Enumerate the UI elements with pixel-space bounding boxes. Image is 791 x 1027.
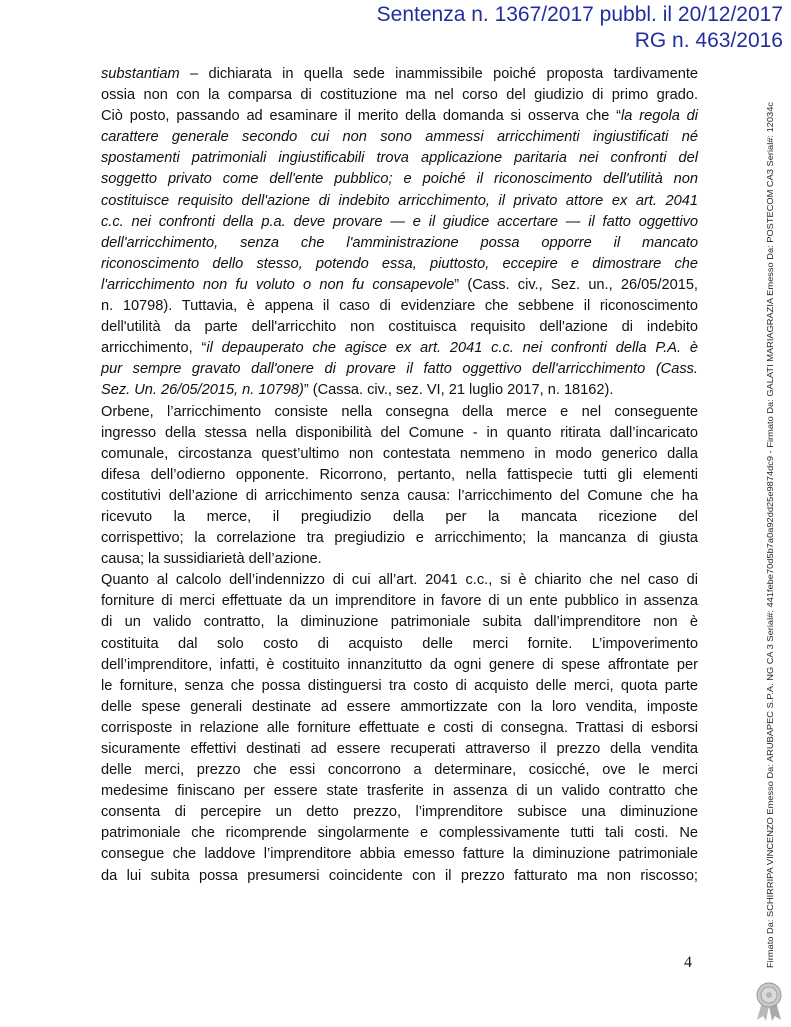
text-segment: costitutivi dell’azione di arricchimento senza causa: l’arricchimento del Comune che ha [101, 487, 698, 504]
text-line [101, 191, 698, 212]
text-segment: corrispettivo; la correlazione tra pregiudizio e arricchimento; la mancanza di giusta [101, 530, 698, 547]
text-segment: dell’imprenditore, infatti, è costituito innanzitutto da ogni genere di spese affrontate per [101, 656, 698, 673]
text-line [101, 676, 698, 697]
text-line [101, 718, 698, 739]
text-line [101, 127, 698, 148]
italic-quote-segment: spostamenti patrimoniali ingiustificabili trova applicazione paritaria nei confronti del [101, 150, 698, 167]
text-segment: – dichiarata in quella sede inammissibile poiché proposta tardivamente [179, 66, 698, 82]
text-line [101, 823, 698, 844]
text-segment: ” (Cass. civ., Sez. un., 26/05/2015, [454, 276, 698, 293]
text-segment: consegue che laddove l’imprenditore abbia emesso fatture la diminuzione patrimoniale [101, 846, 698, 863]
text-segment: arricchimento, “ [101, 340, 207, 357]
text-line [101, 465, 698, 486]
text-segment: ricevuto la merce, il pregiudizio della per la mancata ricezione del [101, 508, 698, 525]
italic-quote-segment: pur sempre gravato dall'onere di provare il fatto oggettivo dell'arricchimento (Cass. [101, 361, 698, 378]
text-segment: Orbene, l’arricchimento consiste nella consegna della merce e nel conseguente [101, 403, 698, 420]
text-segment: delle spese generali destinate ad essere ammortizzate con la loro vendita, imposte [101, 698, 698, 715]
text-segment: le forniture, senza che possa distinguersi tra costo di acquisto delle merci, quota parte [101, 677, 698, 694]
text-segment: comunale, circostanza quest’ultimo non contestata nemmeno in modo generico dalla [101, 445, 698, 462]
italic-quote-segment: c.c. nei confronti della p.a. deve provare — e il giudice accertare — il fatto oggettivo [101, 213, 698, 230]
text-line [101, 275, 698, 296]
text-line [101, 591, 698, 612]
text-line [101, 148, 698, 169]
italic-quote-segment: dell'arricchimento, senza che l'amministrazione possa opporre il mancato [101, 234, 698, 251]
text-line [101, 528, 698, 549]
italic-quote-segment: soggetto privato come dell'ente pubblico; e poiché il riconoscimento dell'utilità non [101, 171, 698, 188]
italic-quote-segment: il depauperato che agisce ex art. 2041 c.c. nei confronti della P.A. è [206, 340, 699, 357]
text-line [101, 760, 698, 781]
text-segment: Quanto al calcolo dell’indennizzo di cui all’art. 2041 c.c., si è chiarito che nel caso di [101, 572, 698, 589]
text-segment: consenta di percepire un detto prezzo, l’imprenditore subisce una diminuzione [101, 804, 698, 821]
digital-signature-text [760, 100, 778, 970]
text-line [101, 444, 698, 465]
text-segment: da lui subita possa presumersi coincidente con il prezzo fatturato ma non riscosso; [101, 867, 698, 884]
text-line [101, 866, 698, 887]
text-line [101, 380, 698, 401]
document-body [101, 64, 698, 887]
text-line [101, 317, 698, 338]
text-segment: difesa dell’odierno opponente. Ricorrono, pertanto, nella fattispecie tutti gli elementi [101, 466, 698, 483]
text-line [101, 634, 698, 655]
text-line [101, 549, 698, 570]
text-line [101, 212, 698, 233]
text-segment: causa; la sussidiarietà dell’azione. [101, 551, 322, 568]
signature-line: Firmato Da: SCHIRRIPA VINCENZO Emesso Da: ARUBAPEC S.P.A. NG CA 3 Serial#: 441febe70d5b7a0a92dd25e9874dc9 - Firmato Da: GALATI MARIAGRAZIA Emesso Da: POSTECOM CA3 Serial#: 12034c [765, 165, 775, 968]
text-line [101, 802, 698, 823]
text-segment: Ciò posto, passando ad esaminare il merito della domanda si osserva che “ [101, 108, 622, 125]
text-line [101, 697, 698, 718]
text-segment: ossia non con la comparsa di costituzione ma nel corso del giudizio di primo grado. [101, 87, 698, 104]
italic-quote-segment: riconoscimento dello stesso, potendo essa, piuttosto, eccepire e dimostrare che [101, 255, 698, 272]
text-segment: n. 10798). Tuttavia, è appena il caso di evidenziare che sebbene il riconoscimento [101, 298, 698, 315]
text-line [101, 169, 698, 190]
text-segment: forniture di merci effettuate da un imprenditore in favore di un ente pubblico in assenza [101, 593, 698, 610]
text-segment: dell'utilità da parte dell'arricchito non costituisca requisito dell'azione di indebito [101, 319, 698, 336]
italic-quote-segment: costituisce requisito dell'azione di indebito arricchimento, il privato attore ex art. 2041 [101, 192, 698, 209]
text-segment: patrimoniale che ricomprende singolarmente e complessivamente tutti tali costi. Ne [101, 825, 698, 842]
text-line [101, 844, 698, 865]
text-line [101, 781, 698, 802]
text-segment: ingresso della stessa nella disponibilità del Comune - in quanto ritirata dall’incaricato [101, 424, 698, 441]
text-line [101, 359, 698, 380]
text-line [101, 655, 698, 676]
text-line [101, 612, 698, 633]
page-number: 4 [684, 954, 692, 971]
text-segment: ” (Cassa. civ., sez. VI, 21 luglio 2017, n. 18162). [303, 382, 614, 399]
italic-quote-segment: carattere generale secondo cui non sono ammessi arricchimenti ingiustificati né [101, 129, 698, 146]
text-line [101, 254, 698, 275]
text-segment: corrisposte in relazione alle forniture effettuate e costi di consegna. Trattasi di esborsi [101, 719, 698, 736]
italic-quote-segment: la regola di [621, 108, 698, 125]
text-line [101, 570, 698, 591]
text-segment: di un valido contratto, la diminuzione patrimoniale subita dall’imprenditore non è [101, 614, 698, 631]
text-line [101, 402, 698, 423]
italic-quote-segment: Sez. Un. 26/05/2015, n. 10798) [101, 382, 304, 399]
text-line [101, 739, 698, 760]
sentenza-reference: Sentenza n. 1367/2017 pubbl. il 20/12/2017 [376, 3, 783, 26]
text-line [101, 64, 698, 85]
text-segment: costituita dal solo costo di acquisto delle merci fornite. L’impoverimento [101, 635, 698, 652]
text-line [101, 507, 698, 528]
italic-quote-segment: l'arricchimento non fu voluto o non fu consapevole [101, 276, 455, 293]
text-line [101, 296, 698, 317]
rg-reference: RG n. 463/2016 [634, 29, 783, 52]
text-line [101, 338, 698, 359]
text-segment: delle merci, prezzo che essi concorrono a determinare, cosicché, ove le merci [101, 762, 698, 779]
italic-quote-segment: substantiam [101, 66, 180, 82]
text-line [101, 85, 698, 106]
certification-seal-icon [752, 980, 786, 1022]
text-line [101, 423, 698, 444]
text-segment: sicuramente effettivi destinati ad essere recuperati attraverso il prezzo della vendita [101, 741, 698, 757]
document-header [263, 2, 783, 54]
text-line [101, 486, 698, 507]
text-line [101, 106, 698, 127]
text-line [101, 233, 698, 254]
text-segment: medesime finiscano per essere state trasferite in assenza di un valido contratto che [101, 783, 698, 800]
